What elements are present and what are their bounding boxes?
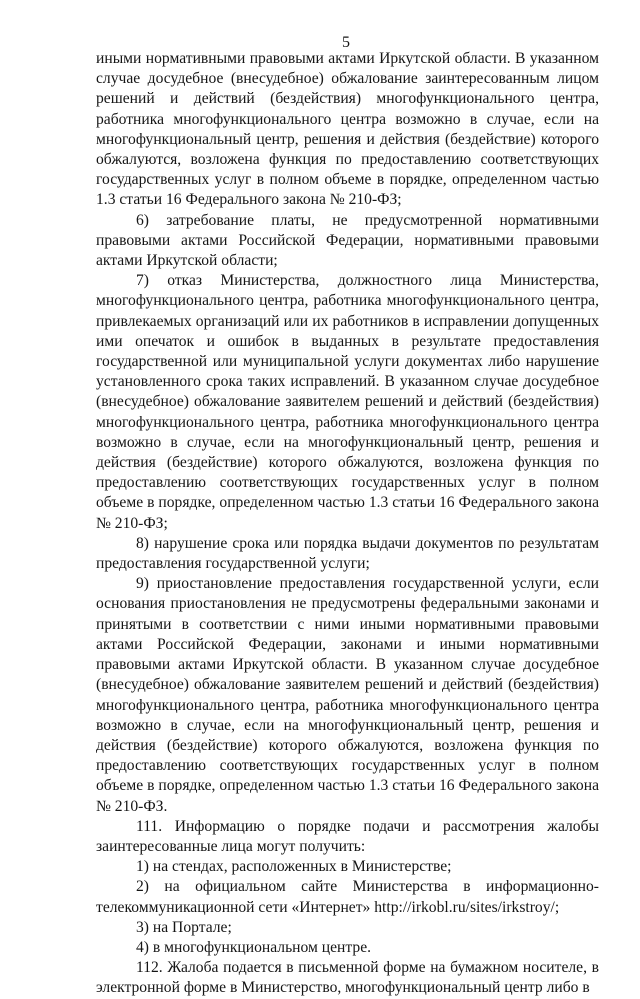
paragraph-source-3: 3) на Портале; [136, 918, 232, 936]
page-number: 5 [342, 34, 350, 51]
paragraph-item-6: 6) затребование платы, не предусмотренной нормативными правовыми актами Российской Федерации, нормативными правовыми актами Иркутской области; [96, 211, 599, 270]
paragraph-item-8: 8) нарушение срока или порядка выдачи документов по результатам предоставления государственной услуги; [96, 534, 599, 573]
paragraph-source-1: 1) на стендах, расположенных в Министерстве; [136, 858, 452, 876]
paragraph-section-111: 111. Информацию о порядке подачи и рассмотрения жалобы заинтересованные лица могут получить: [96, 817, 599, 855]
paragraph-section-112: 112. Жалоба подается в письменной форме на бумажном носителе, в электронной форме в Министерство, многофункциональный центр либо в [96, 959, 599, 997]
paragraph-continuation: иными нормативными правовыми актами Иркутской области. В указанном случае досудебное (внесудебное) обжалование заинтересованным лицом решений и действий (бездействия) многофункционального центра, работника многофункционального центра возможно в случае, если на многофункциональный центр, решения и действия (бездействие) которого обжалуются, возложена функция по предоставлению соответствующих государственных услуг в полном объеме в порядке, определенном частью 1.3 статьи 16 Федерального закона № 210-ФЗ; [96, 50, 599, 209]
document-body [96, 49, 599, 999]
paragraph-item-7: 7) отказ Министерства, должностного лица Министерства, многофункционального центра, работника многофункционального центра, привлекаемых организаций или их работников в исправлении допущенных ими опечаток и ошибок в выданных в результате предоставления государственной или муниципальной услуги документах либо нарушение установленного срока таких исправлений. В указанном случае досудебное (внесудебное) обжалование заявителем решений и действий (бездействия) многофункционального центра, работника многофункционального центра возможно в случае, если на многофункциональный центр, решения и действия (бездействие) которого обжалуются, возложена функция по предоставлению соответствующих государственных услуг в полном объеме в порядке, определенном частью 1.3 статьи 16 Федерального закона № 210-ФЗ; [96, 272, 599, 532]
paragraph-source-2: 2) на официальном сайте Министерства в информационно-телекоммуникационной сети «Интернет» http://irkobl.ru/sites/irkstroy/; [96, 878, 599, 916]
paragraph-item-9: 9) приостановление предоставления государственной услуги, если основания приостановления не предусмотрены федеральными законами и принятыми в соответствии с ними иными нормативными правовыми актами Российской Федерации, законами и иными нормативными правовыми актами Иркутской области. В указанном случае досудебное (внесудебное) обжалование заявителем решений и действий (бездействия) многофункционального центра, работника многофункционального центра возможно в случае, если на многофункциональный центр, решения и действия (бездействие) которого обжалуются, возложена функция по предоставлению соответствующих государственных услуг в полном объеме в порядке, определенном частью 1.3 статьи 16 Федерального закона № 210-ФЗ. [96, 575, 599, 815]
paragraph-source-4: 4) в многофункциональном центре. [136, 938, 372, 956]
